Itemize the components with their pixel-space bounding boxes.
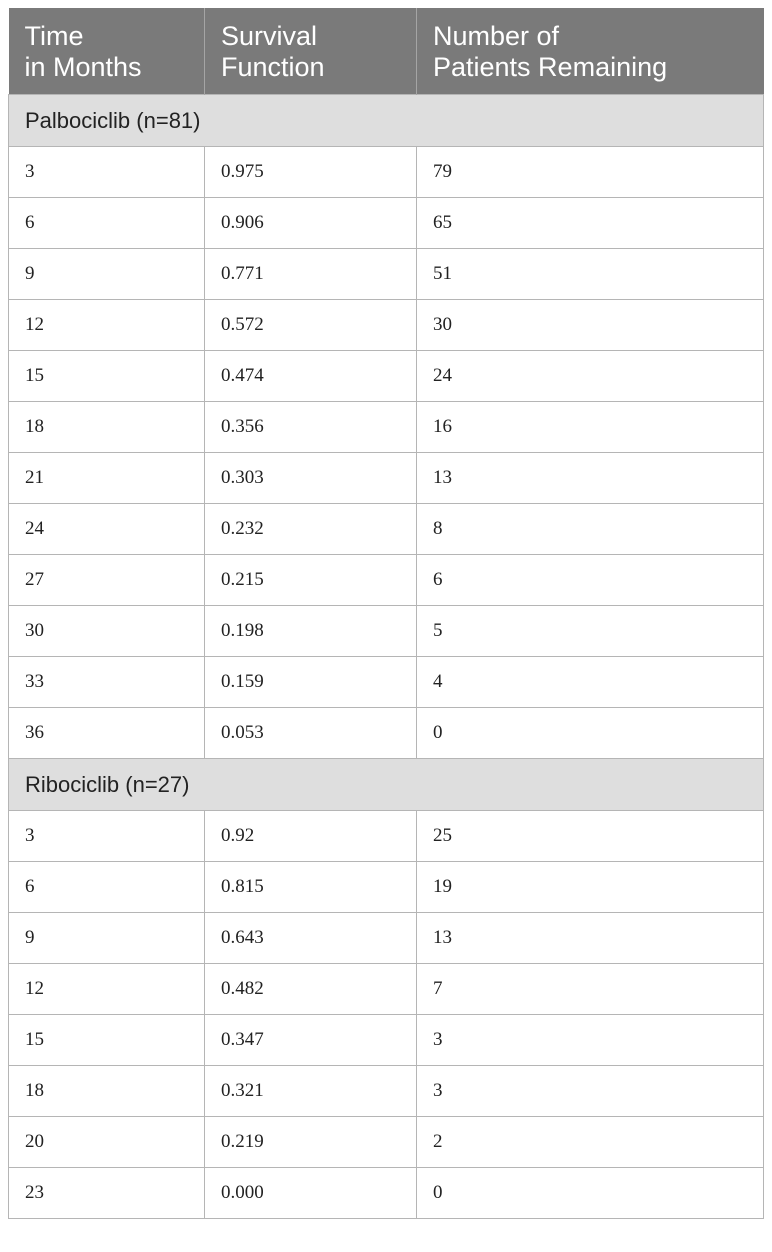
cell-time: 6	[9, 198, 205, 249]
cell-patients: 0	[417, 708, 764, 759]
cell-time: 23	[9, 1168, 205, 1219]
cell-time: 12	[9, 300, 205, 351]
cell-survival: 0.906	[205, 198, 417, 249]
table-row	[9, 300, 764, 351]
header-survival-function: Survival Function	[205, 8, 417, 95]
cell-time: 33	[9, 657, 205, 708]
cell-survival: 0.198	[205, 606, 417, 657]
cell-time: 24	[9, 504, 205, 555]
cell-time: 27	[9, 555, 205, 606]
header-patients-remaining: Number of Patients Remaining	[417, 8, 764, 95]
cell-survival: 0.975	[205, 147, 417, 198]
cell-survival: 0.474	[205, 351, 417, 402]
table-row	[9, 708, 764, 759]
cell-survival: 0.321	[205, 1066, 417, 1117]
cell-survival: 0.771	[205, 249, 417, 300]
table-header	[9, 8, 764, 95]
group-header-row	[9, 759, 764, 811]
cell-time: 15	[9, 1015, 205, 1066]
cell-patients: 5	[417, 606, 764, 657]
cell-survival: 0.053	[205, 708, 417, 759]
group-label: Ribociclib (n=27)	[9, 759, 764, 811]
header-row	[9, 8, 764, 95]
cell-survival: 0.219	[205, 1117, 417, 1168]
table-row	[9, 453, 764, 504]
cell-patients: 51	[417, 249, 764, 300]
cell-time: 18	[9, 1066, 205, 1117]
cell-time: 21	[9, 453, 205, 504]
header-time-in-months: Time in Months	[9, 8, 205, 95]
cell-patients: 7	[417, 964, 764, 1015]
table-row	[9, 351, 764, 402]
cell-patients: 0	[417, 1168, 764, 1219]
cell-patients: 2	[417, 1117, 764, 1168]
cell-patients: 79	[417, 147, 764, 198]
cell-time: 36	[9, 708, 205, 759]
survival-table-container	[8, 8, 763, 1219]
table-row	[9, 606, 764, 657]
cell-patients: 6	[417, 555, 764, 606]
table-row	[9, 1168, 764, 1219]
table-row	[9, 862, 764, 913]
cell-time: 3	[9, 811, 205, 862]
table-body	[9, 95, 764, 1219]
cell-survival: 0.92	[205, 811, 417, 862]
cell-time: 9	[9, 249, 205, 300]
cell-survival: 0.215	[205, 555, 417, 606]
cell-patients: 13	[417, 453, 764, 504]
cell-patients: 16	[417, 402, 764, 453]
cell-survival: 0.356	[205, 402, 417, 453]
cell-time: 20	[9, 1117, 205, 1168]
table-row	[9, 657, 764, 708]
cell-time: 9	[9, 913, 205, 964]
cell-time: 30	[9, 606, 205, 657]
cell-patients: 3	[417, 1066, 764, 1117]
cell-patients: 13	[417, 913, 764, 964]
cell-survival: 0.347	[205, 1015, 417, 1066]
cell-patients: 25	[417, 811, 764, 862]
table-row	[9, 964, 764, 1015]
cell-survival: 0.815	[205, 862, 417, 913]
group-header-row	[9, 95, 764, 147]
table-row	[9, 913, 764, 964]
cell-patients: 65	[417, 198, 764, 249]
cell-survival: 0.572	[205, 300, 417, 351]
cell-time: 3	[9, 147, 205, 198]
cell-patients: 30	[417, 300, 764, 351]
table-row	[9, 555, 764, 606]
cell-patients: 4	[417, 657, 764, 708]
group-label: Palbociclib (n=81)	[9, 95, 764, 147]
cell-time: 12	[9, 964, 205, 1015]
cell-survival: 0.232	[205, 504, 417, 555]
table-row	[9, 504, 764, 555]
table-row	[9, 1066, 764, 1117]
survival-table	[8, 8, 764, 1219]
cell-survival: 0.000	[205, 1168, 417, 1219]
cell-patients: 24	[417, 351, 764, 402]
cell-survival: 0.643	[205, 913, 417, 964]
cell-patients: 3	[417, 1015, 764, 1066]
cell-survival: 0.159	[205, 657, 417, 708]
table-row	[9, 147, 764, 198]
cell-time: 18	[9, 402, 205, 453]
cell-time: 15	[9, 351, 205, 402]
cell-time: 6	[9, 862, 205, 913]
table-row	[9, 1015, 764, 1066]
cell-patients: 19	[417, 862, 764, 913]
table-row	[9, 198, 764, 249]
cell-survival: 0.303	[205, 453, 417, 504]
table-row	[9, 811, 764, 862]
table-row	[9, 402, 764, 453]
cell-patients: 8	[417, 504, 764, 555]
cell-survival: 0.482	[205, 964, 417, 1015]
table-row	[9, 1117, 764, 1168]
table-row	[9, 249, 764, 300]
